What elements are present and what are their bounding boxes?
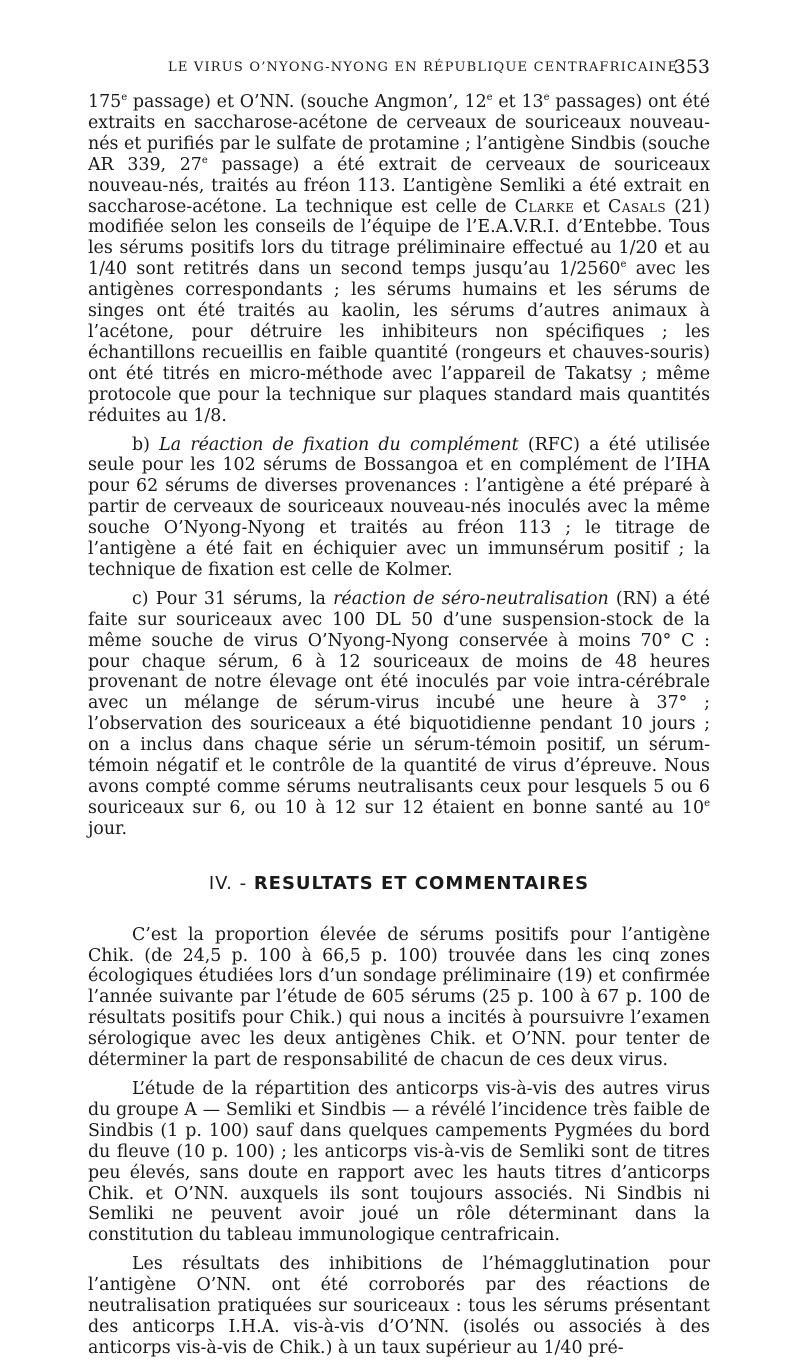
paragraph-results-2: L’étude de la répartition des anticorps vis-à-vis des autres virus du groupe A — Semliki et Sindbis — a révélé l’incidence très faible de Sindbis (1 p. 100) sauf dans quelques campements Pygmées du bord du fleuve (10 p. 100) ; les anticorps vis-à-vis de Semliki sont de titres peu élevés, sans doute en rapport avec les hauts titres d’anticorps Chik. et O’NN. auxquels ils sont toujours associés. Ni Sindbis ni Semliki ne peuvent avoir joué un rôle déterminant dans la constitution du tableau immunologique centrafricain.	[88, 1078, 710, 1246]
paragraph-methods-rn: c) Pour 31 sérums, la réaction de séro-neutralisation (RN) a été faite sur souriceaux avec 100 DL 50 d’une suspension-stock de la même souche de virus O’Nyong-Nyong conservée à moins 70° C : pour chaque sérum, 6 à 12 souriceaux de moins de 48 heures provenant de notre élevage ont été inoculés par voie intra-cérébrale avec un mélange de sérum-virus incubé une heure à 37° ; l’observation des souriceaux a été biquotidienne pendant 10 jours ; on a inclus dans chaque série un sérum-témoin positif, un sérum-témoin négatif et le contrôle de la quantité de virus d’épreuve. Nous avons compté comme sérums neutralisants ceux pour lesquels 5 ou 6 souriceaux sur 6, ou 10 à 12 sur 12 étaient en bonne santé au 10e jour.	[88, 588, 710, 839]
paragraph-results-3: Les résultats des inhibitions de l’hémagglutination pour l’antigène O’NN. ont été corroborés par des réactions de neutralisation pratiquées sur souriceaux : tous les sérums présentant des anticorps I.H.A. vis-à-vis d’O’NN. (isolés ou associés à des anticorps vis-à-vis de Chik.) à un taux supérieur au 1/40 pré-	[88, 1254, 710, 1358]
section-heading	[88, 874, 710, 895]
section-title: RESULTATS ET COMMENTAIRES	[253, 872, 590, 894]
section-number: IV. -	[208, 872, 254, 894]
author-clarke: Clarke	[514, 196, 575, 217]
paragraph-methods-iha: 175e passage) et O’NN. (souche Angmon’, 12e et 13e passages) ont été extraits en saccharose-acétone de cerveaux de souriceaux nouveau-nés et purifiés par le sulfate de protamine ; l’antigène Sindbis (souche AR 339, 27e passage) a été extrait de cerveaux de souriceaux nouveau-nés, traités au fréon 113. L’antigène Semliki a été extrait en saccharose-acétone. La technique est celle de Clarke et Casals (21) modifiée selon les conseils de l’équipe de l’E.A.V.R.I. d’Entebbe. Tous les sérums positifs lors du titrage préliminaire effectué au 1/20 et au 1/40 sont retitrés dans un second temps jusqu’au 1/2560e avec les antigènes correspondants ; les sérums humains et les sérums de singes ont été traités au kaolin, les sérums d’autres animaux à l’acétone, pour détruire les inhibiteurs non spécifiques ; les échantillons recueillis en faible quantité (rongeurs et chauves-souris) ont été titrés en micro-méthode avec l’appareil de Takatsy ; même protocole que pour la technique sur plaques standard mais quantités réduites au 1/8.	[88, 92, 711, 426]
body-text	[88, 92, 710, 1367]
paragraph-results-1: C’est la proportion élevée de sérums positifs pour l’antigène Chik. (de 24,5 p. 100 à 66,5 p. 100) trouvée dans les cinq zones écologiques étudiées lors d’un sondage préliminaire (19) et confirmée l’année suivante par l’étude de 605 sérums (25 p. 100 à 67 p. 100 de résultats positifs pour Chik.) qui nous a incités à poursuivre l’examen sérologique avec les deux antigènes Chik. et O’NN. pour tenter de déterminer la part de responsabilité de chacun de ces deux virus.	[88, 924, 710, 1071]
author-casals: Casals	[608, 196, 667, 217]
running-title: LE VIRUS O’NYONG-NYONG EN RÉPUBLIQUE CENTRAFRICAINE	[168, 60, 679, 75]
paragraph-methods-rfc: b) La réaction de fixation du complément (RFC) a été utilisée seule pour les 102 sérums de Bossangoa et en complément de l’IHA pour 62 sérums de diverses provenances : l’antigène a été préparé à partir de cerveaux de souriceaux nouveau-nés inoculés avec la même souche O’Nyong-Nyong et traités au fréon 113 ; le titrage de l’antigène a été fait en échiquier avec un immunsérum positif ; la technique de fixation est celle de Kolmer.	[88, 434, 710, 580]
page-number: 353	[673, 56, 710, 78]
